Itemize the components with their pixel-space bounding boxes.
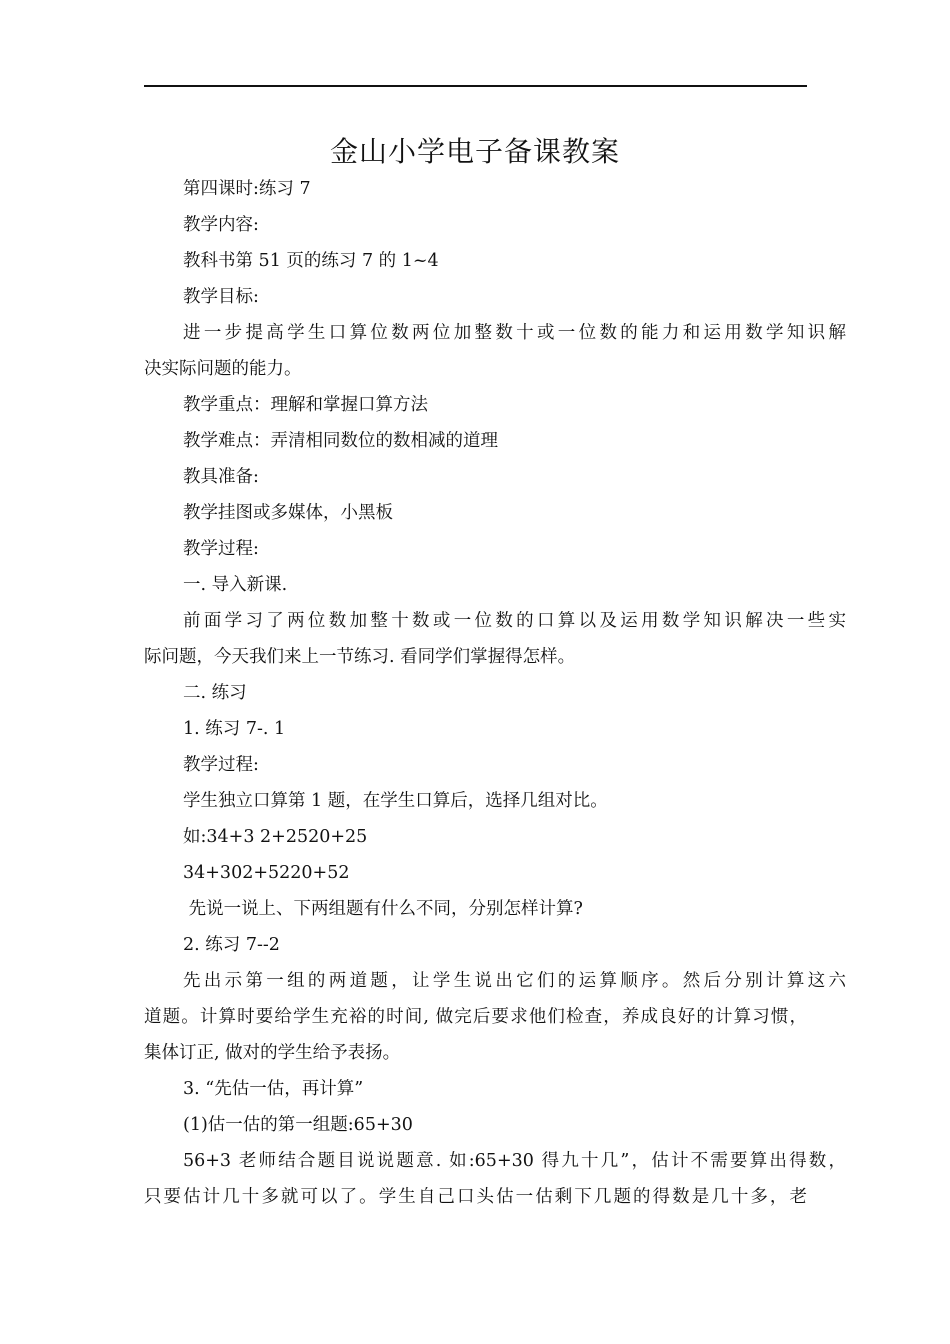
header-rule	[144, 85, 807, 87]
paragraph-line: 学生独立口算第 1 题，在学生口算后，选择几组对比。	[183, 791, 608, 811]
lesson-period: 第四课时:练习 7	[183, 179, 311, 199]
paragraph-line: 决实际问题的能力。	[144, 359, 302, 379]
paragraph-line: 教科书第 51 页的练习 7 的 1~4	[183, 251, 439, 271]
example-line: 34+302+5220+52	[183, 863, 350, 883]
paragraph-line: 际问题，今天我们来上一节练习. 看同学们掌握得怎样。	[144, 647, 576, 667]
paragraph-line: 只要估计几十多就可以了。学生自己口头估一估剩下几题的得数是几十多，老	[144, 1187, 807, 1207]
paragraph-line: 先出示第一组的两道题，让学生说出它们的运算顺序。然后分别计算这六	[183, 971, 846, 991]
example-line: 如:34+3 2+2520+25	[183, 827, 368, 847]
section-heading-process: 教学过程:	[183, 755, 259, 775]
paragraph-line: 进一步提高学生口算位数两位加整数十或一位数的能力和运用数学知识解	[183, 323, 846, 343]
exercise-heading: 3. “先估一估，再计算”	[183, 1079, 364, 1099]
exercise-heading: 2. 练习 7--2	[183, 935, 280, 955]
key-point: 教学重点：理解和掌握口算方法	[183, 395, 428, 415]
paragraph-line: 集体订正, 做对的学生给予表扬。	[144, 1043, 401, 1063]
step-heading: 二. 练习	[183, 683, 247, 703]
step-heading: 一. 导入新课.	[183, 575, 288, 595]
paragraph-line: 前面学习了两位数加整十数或一位数的口算以及运用数学知识解决一些实	[183, 611, 846, 631]
section-heading-content: 教学内容:	[183, 215, 259, 235]
difficult-point: 教学难点：弄清相同数位的数相减的道理	[183, 431, 498, 451]
section-heading-goals: 教学目标:	[183, 287, 259, 307]
exercise-heading: 1. 练习 7-. 1	[183, 719, 286, 739]
paragraph-line: 56+3 老师结合题目说说题意. 如:65+30 得九十几”，估计不需要算出得数，	[183, 1151, 846, 1171]
paragraph-line: (1)估一估的第一组题:65+30	[183, 1115, 413, 1135]
paragraph-line: 教学挂图或多媒体，小黑板	[183, 503, 393, 523]
section-heading-process: 教学过程:	[183, 539, 259, 559]
paragraph-line: 道题。计算时要给学生充裕的时间, 做完后要求他们检查，养成良好的计算习惯，	[144, 1007, 807, 1027]
page-title: 金山小学电子备课教案	[329, 135, 620, 168]
paragraph-line: 先说一说上、下两组题有什么不同，分别怎样计算?	[183, 899, 583, 919]
section-heading-materials: 教具准备:	[183, 467, 259, 487]
